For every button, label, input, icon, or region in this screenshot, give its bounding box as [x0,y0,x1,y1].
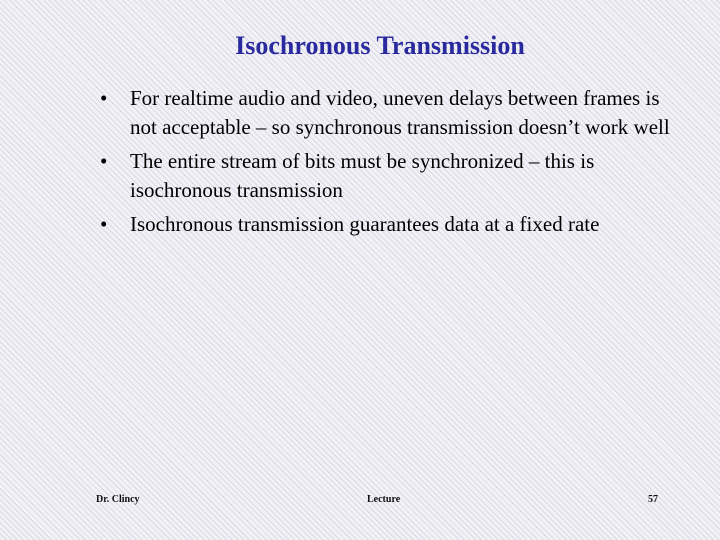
bullet-item [100,147,670,205]
bullet-list [100,84,670,244]
slide-title: Isochronous Transmission [235,31,525,60]
bullet-dot-icon: • [100,212,108,236]
bullet-item [100,84,670,142]
bullet-dot-icon: • [100,149,108,173]
bullet-text: The entire stream of bits must be synchronized – this is isochronous transmission [130,149,595,202]
bullet-text: Isochronous transmission guarantees data at a fixed rate [130,212,600,236]
bullet-text: For realtime audio and video, uneven delays between frames is not acceptable – so synchronous transmission doesn’t work well [130,86,670,139]
footer-author: Dr. Clincy [96,494,140,505]
bullet-dot-icon: • [100,86,108,110]
page-number: 57 [648,494,658,505]
bullet-item [100,210,670,239]
footer-label: Lecture [367,494,401,505]
